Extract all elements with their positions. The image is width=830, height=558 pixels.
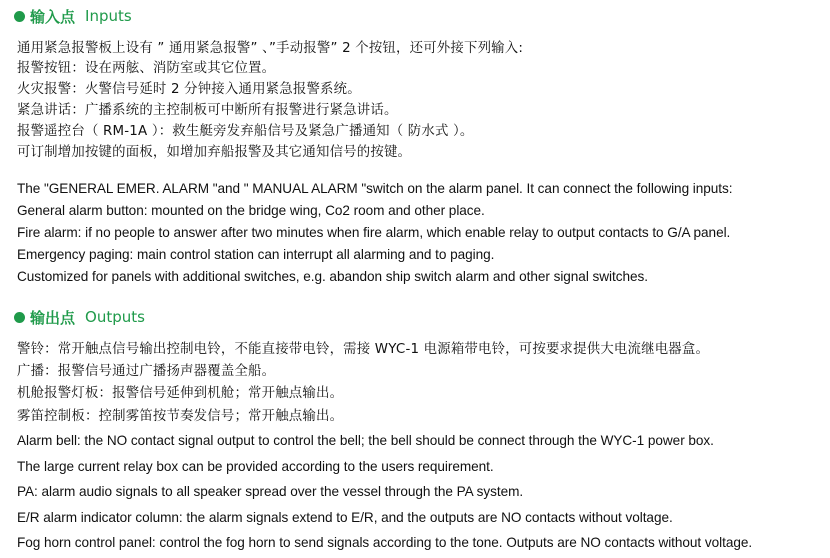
inputs-en-line: Fire alarm: if no people to answer after two minutes when fire alarm, which enable relay to output contacts to G/A panel. [17, 225, 731, 240]
inputs-cn-line: 报警遥控台（ RM-1A ）：救生艇旁发弃船信号及紧急广播通知（ 防水式 ）。 [17, 124, 474, 139]
outputs-cn-line: 雾笛控制板：控制雾笛按节奏发信号；常开触点输出。 [17, 409, 344, 424]
inputs-en-line: General alarm button: mounted on the bridge wing, Co2 room and other place. [17, 203, 485, 218]
inputs-en-line: Emergency paging: main control station can interrupt all alarming and to paging. [17, 247, 495, 262]
inputs-en-line: Customized for panels with additional switches, e.g. abandon ship switch alarm and other signal switches. [17, 269, 648, 284]
inputs-heading-en: Inputs [85, 7, 132, 25]
inputs-heading [14, 5, 132, 27]
inputs-heading-cn: 输入点 [30, 7, 76, 26]
outputs-heading-en: Outputs [85, 308, 145, 326]
outputs-cn-line: 机舱报警灯板：报警信号延伸到机舱；常开触点输出。 [17, 386, 344, 401]
inputs-cn-line: 报警按钮：设在两舷、消防室或其它位置。 [17, 61, 276, 76]
green-bullet-icon [14, 11, 25, 22]
inputs-cn-line: 紧急讲话：广播系统的主控制板可中断所有报警进行紧急讲话。 [17, 103, 398, 118]
inputs-en-line: The "GENERAL EMER. ALARM "and " MANUAL ALARM "switch on the alarm panel. It can connect the following inputs: [17, 181, 733, 196]
inputs-cn-line: 可订制增加按键的面板，如增加弃船报警及其它通知信号的按键。 [17, 145, 412, 160]
outputs-en-line: Fog horn control panel: control the fog horn to send signals according to the tone. Outputs are NO contacts without voltage. [17, 535, 753, 550]
outputs-cn-line: 警铃：常开触点信号输出控制电铃，不能直接带电铃，需接 WYC-1 电源箱带电铃，可按要求提供大电流继电器盒。 [17, 342, 710, 357]
outputs-en-line: Alarm bell: the NO contact signal output to control the bell; the bell should be connect through the WYC-1 power box. [17, 433, 714, 448]
outputs-heading-cn: 输出点 [30, 308, 76, 327]
outputs-en-line: The large current relay box can be provided according to the users requirement. [17, 459, 494, 474]
inputs-cn-line: 火灾报警：火警信号延时 2 分钟接入通用紧急报警系统。 [17, 82, 361, 97]
green-bullet-icon [14, 312, 25, 323]
outputs-en-line: E/R alarm indicator column: the alarm signals extend to E/R, and the outputs are NO contacts without voltage. [17, 510, 673, 525]
outputs-heading [14, 306, 145, 328]
outputs-cn-line: 广播：报警信号通过广播扬声器覆盖全船。 [17, 364, 276, 379]
outputs-en-line: PA: alarm audio signals to all speaker spread over the vessel through the PA system. [17, 484, 524, 499]
inputs-cn-line: 通用紧急报警板上设有 ” 通用紧急报警” 、”手动报警” 2 个按钮，还可外接下列输入: [17, 41, 524, 56]
